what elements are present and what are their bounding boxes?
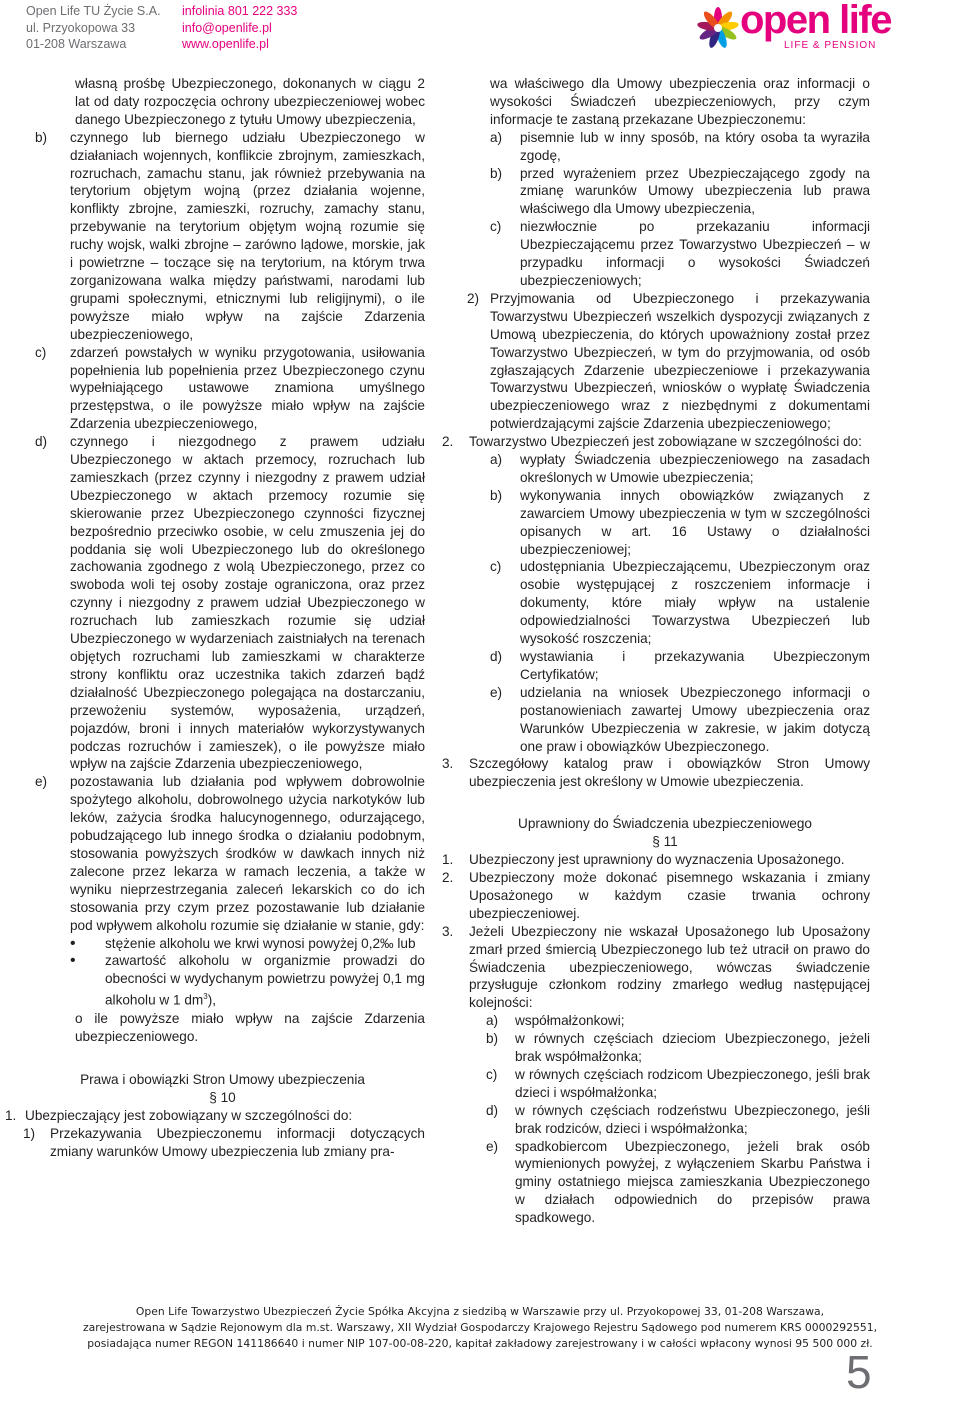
list-item bbox=[5, 129, 425, 344]
item-label: e) bbox=[486, 1138, 499, 1154]
section-number: § 10 bbox=[209, 1090, 236, 1106]
item-text bbox=[105, 952, 425, 1009]
list-item bbox=[440, 1066, 870, 1102]
list-item bbox=[440, 648, 870, 684]
item-text: wykonywania innych obowiązków związanych z zawarciem Umowy ubezpieczenia w tym w szczególności opisanych w art. 16 Ustawy o działalności ubezpieczeniowej; bbox=[520, 487, 870, 557]
numbered-item bbox=[5, 1107, 425, 1125]
list-item bbox=[440, 1012, 870, 1030]
bullet-icon: • bbox=[70, 952, 76, 970]
paragraph: własną prośbę Ubezpieczonego, dokonanych w ciągu 2 lat od daty rozpoczęcia ochrony ubezpieczeniowej wobec danego Ubezpieczonego z tytułu Umowy ubezpieczenia, bbox=[75, 76, 425, 127]
item-label: 3. bbox=[442, 756, 454, 772]
company-street: ul. Przyokopowa 33 bbox=[26, 20, 136, 35]
item-label: c) bbox=[35, 344, 47, 360]
list-item bbox=[440, 684, 870, 756]
item-label: e) bbox=[490, 684, 503, 700]
item-text: czynnego i niezgodnego z prawem udziału Ubezpieczonego w aktach przemocy, rozruchach lub zamieszkach (przez czynny i niezgodny z prawem udział Ubezpieczonego w aktach przemocy rozumie się skierowanie przez Ubezpieczonego czynności fizycznej bezpośrednio przeciwko osobie, w celu zmuszenia jej do poddania się woli Ubezpieczonego lub do określonego zachowania zgodnego z wolą Ubezpieczonego, przez co swoboda woli tej osoby zostaje ograniczona, oraz przez czynny i niezgodny z prawem udział Ubezpieczonego w rozruchach lub zamieszkach rozumie się udział Ubezpieczonego w wydarzeniach zaistniałych na terenach objętych rozruchami lub zamieszkami w charakterze strony konfliktu oraz uczestnika takich zdarzeń bądź działalność Ubezpieczonego polegająca na dostarczaniu, przewożeniu systemów, wyposażenia, urządzeń, pojazdów, broni i innych materiałów wykorzystywanych podczas rozruchów i zamieszek), o ile powyższe miało wpływ na zajście Zdarzenia ubezpieczeniowego, bbox=[70, 434, 425, 772]
list-item bbox=[440, 165, 870, 219]
list-item bbox=[5, 773, 425, 934]
item-label: d) bbox=[35, 434, 48, 450]
numbered-item bbox=[440, 851, 870, 869]
flower-icon bbox=[696, 4, 740, 48]
item-label: e) bbox=[35, 774, 48, 790]
numbered-item bbox=[440, 433, 870, 451]
list-item bbox=[5, 344, 425, 434]
item-label: 2. bbox=[442, 434, 454, 450]
company-contact bbox=[182, 3, 297, 53]
bullet-end: ), bbox=[207, 992, 216, 1008]
logo-wordmark: open life bbox=[740, 0, 891, 42]
list-item bbox=[440, 487, 870, 559]
numbered-item bbox=[5, 1125, 425, 1161]
item-text: przed wyrażeniem przez Ubezpieczającego zgody na zmianę warunków Umowy ubezpieczenia lub prawa właściwego dla Umowy ubezpieczenia, bbox=[520, 165, 870, 217]
left-column bbox=[5, 75, 425, 1161]
footer-line: zarejestrowana w Sądzie Rejonowym dla m.st. Warszawy, XII Wydział Gospodarczy Krajowego Rejestru Sądowego pod numerem KRS 0000292551, bbox=[82, 1321, 878, 1335]
item-text: Towarzystwo Ubezpieczeń jest zobowiązane w szczególności do: bbox=[469, 434, 862, 450]
item-label: b) bbox=[35, 129, 48, 145]
item-label: 1. bbox=[442, 852, 454, 868]
footer-line: posiadająca numer REGON 141186640 i numer NIP 107-00-08-220, kapitał zakładowy zarejestrowany i w całości wpłacony wynosi 95 500 000 zł. bbox=[87, 1337, 873, 1351]
item-label: a) bbox=[490, 129, 503, 145]
company-name: Open Life TU Życie S.A. bbox=[26, 4, 161, 18]
item-text: pozostawania lub działania pod wpływem dobrowolnie spożytego alkoholu, dobrowolnego użycia narkotyków lub leków, zażycia środka halucynogennego, odurzającego, pobudzającego lub innego środka o działaniu podobnym, stosowania powyższych środków w dawkach innych niż zalecone przez lekarza w ramach leczenia, a także w wyniku nieprzestrzegania zaleceń lekarskich co do ich stosowania przy czym przez pozostawanie lub działanie pod wpływem alkoholu rozumie się działanie w stanie, gdy: bbox=[70, 774, 425, 933]
item-text: udzielania na wniosek Ubezpieczonego informacji o postanowieniach zawartej Umowy ubezpieczenia oraz Warunków Ubezpieczenia w zakresie, w jakim dotyczą one praw i obowiązków Ubezpieczonego. bbox=[520, 684, 870, 754]
item-label: a) bbox=[490, 452, 503, 468]
list-item bbox=[440, 129, 870, 165]
item-text: stężenie alkoholu we krwi wynosi powyżej 0,2‰ lub bbox=[105, 935, 416, 951]
item-text: czynnego lub biernego udziału Ubezpieczonego w działaniach wojennych, konflikcie zbrojnym, zamieszkach, rozruchach, zamachu stanu, jak również przebywania na terytorium objętym wojną (przez działania wojenne, konflikty zbrojne, zamieszki, rozruchy, zamachy stanu, przebywanie na terytorium objętym wojną rozumie się ruchy wojsk, walki zbrojne – zarówno lądowe, morskie, jak i powietrzne – toczące się na terytorium, na którym trwa zorganizowana walka między państwami, narodami lub grupami społecznymi, etnicznymi lub religijnymi), o ile powyższe miało wpływ na zajście Zdarzenia ubezpieczeniowego, bbox=[70, 129, 425, 342]
list-item bbox=[5, 433, 425, 773]
item-label: d) bbox=[490, 649, 503, 664]
closing-paragraph: o ile powyższe miało wpływ na zajście Zdarzenia ubezpieczeniowego. bbox=[75, 1010, 425, 1044]
item-text: pisemnie lub w inny sposób, na który osoba ta wyraziła zgodę, bbox=[520, 129, 870, 163]
item-label: b) bbox=[490, 487, 503, 503]
section-number: § 11 bbox=[652, 834, 678, 850]
logo-subtitle: LIFE & PENSION bbox=[784, 40, 877, 51]
footer-line: Open Life Towarzystwo Ubezpieczeń Życie Spółka Akcyjna z siedzibą w Warszawie przy ul. Przyokopowej 33, 01-208 Warszawa, bbox=[135, 1305, 825, 1318]
page-number: 5 bbox=[846, 1346, 872, 1398]
item-text: zdarzeń powstałych w wyniku przygotowania, usiłowania popełnienia lub popełnienia przez Ubezpieczonego czynu wypełniającego ustawowe znamiona umyślnego przestępstwa, o ile powyższe miało wpływ na zajście Zdarzenia ubezpieczeniowego, bbox=[70, 344, 425, 432]
list-item bbox=[440, 558, 870, 648]
item-label: c) bbox=[490, 219, 502, 235]
item-text: Ubezpieczony może dokonać pisemnego wskazania i zmiany Uposażonego w każdym czasie trwania ochrony ubezpieczeniowej. bbox=[469, 869, 870, 921]
legal-footer bbox=[0, 1304, 960, 1353]
bullet-item bbox=[5, 935, 425, 953]
item-label: c) bbox=[486, 1066, 498, 1082]
hotline: infolinia 801 222 333 bbox=[182, 4, 298, 18]
numbered-item bbox=[440, 869, 870, 923]
bullet-item bbox=[5, 952, 425, 1009]
section-title: Prawa i obowiązki Stron Umowy ubezpieczenia bbox=[80, 1072, 365, 1088]
item-label: 1. bbox=[5, 1108, 17, 1124]
list-item bbox=[440, 1138, 870, 1228]
item-text: współmałżonkowi; bbox=[515, 1013, 625, 1029]
website-link[interactable]: www.openlife.pl bbox=[182, 37, 269, 51]
item-label: c) bbox=[490, 559, 502, 575]
item-label: b) bbox=[486, 1031, 499, 1047]
bullet-icon: • bbox=[70, 934, 76, 952]
item-text: wystawiania i przekazywania Ubezpieczonym Certyfikatów; bbox=[520, 649, 870, 682]
email-link[interactable]: info@openlife.pl bbox=[182, 20, 272, 35]
numbered-item bbox=[440, 290, 870, 433]
list-item bbox=[440, 1030, 870, 1066]
item-text: Przyjmowania od Ubezpieczonego i przekazywania Towarzystwu Ubezpieczeń wszelkich dyspozycji związanych z Umową ubezpieczenia, do których upoważniony został przez Towarzystwo Ubezpieczeń, w tym do przyjmowania, od osób zgłaszających Zdarzenie ubezpieczeniowe i przekazywania Towarzystwu Ubezpieczeń, wniosków o wypłatę Świadczenia ubezpieczeniowego wraz z niezbędnymi z dokumentami potwierdzającymi zajście Zdarzenia ubezpieczeniowego; bbox=[490, 290, 870, 432]
item-text: niezwłocznie po przekazaniu informacji Ubezpieczającemu przez Towarzystwo Ubezpieczeń – w przypadku informacji o wysokości Świadczeń ubezpieczeniowych; bbox=[520, 219, 870, 288]
item-label: 3. bbox=[442, 923, 454, 939]
bullet-text: zawartość alkoholu w organizmie prowadzi do obecności w wydychanym powietrzu powyżej 0,1 mg alkoholu w 1 dm bbox=[105, 953, 425, 1008]
item-text: w równych częściach dzieciom Ubezpieczonego, jeżeli brak współmałżonka; bbox=[515, 1031, 870, 1065]
item-text: w równych częściach rodzeństwu Ubezpieczonego, jeśli brak rodziców, dzieci i współmałżonka; bbox=[515, 1102, 870, 1136]
item-label: 2) bbox=[467, 290, 480, 306]
item-label: d) bbox=[486, 1102, 499, 1118]
item-text: Ubezpieczający jest zobowiązany w szczególności do: bbox=[25, 1108, 353, 1124]
item-text: udostępniania Ubezpieczającemu, Ubezpieczonym oraz osobie występującej z roszczeniem informacje i dokumenty, które miały wpływ na ustalenie odpowiedzialności Towarzystwa Ubezpieczeń lub wysokość roszczenia; bbox=[520, 559, 870, 647]
item-text: w równych częściach rodzicom Ubezpieczonego, jeśli brak dzieci i współmałżonka; bbox=[515, 1066, 870, 1100]
item-text: spadkobiercom Ubezpieczonego, jeżeli brak osób wymienionych powyżej, z wyłączeniem Skarbu Państwa i gminy ostatniego miejsca zamieszkania Ubezpieczonego w działach odpowiednich do przepisów prawa spadkowego. bbox=[515, 1138, 870, 1226]
numbered-item bbox=[440, 923, 870, 1013]
item-text: Ubezpieczony jest uprawniony do wyznaczenia Uposażonego. bbox=[469, 852, 845, 868]
item-text: Przekazywania Ubezpieczonemu informacji dotyczących zmiany warunków Umowy ubezpieczenia lub zmiany pra- bbox=[50, 1126, 425, 1160]
superscript: 3 bbox=[203, 992, 208, 1002]
item-label: 1) bbox=[23, 1126, 36, 1142]
section-title: Uprawniony do Świadczenia ubezpieczeniowego bbox=[518, 816, 812, 832]
paragraph: wa właściwego dla Umowy ubezpieczenia oraz informacji o wysokości Świadczeń ubezpieczeniowych, przy czym informacje te zastaną przekazane Ubezpieczonemu: bbox=[490, 76, 870, 127]
company-city: 01-208 Warszawa bbox=[26, 37, 127, 51]
item-text: Szczegółowy katalog praw i obowiązków Stron Umowy ubezpieczenia jest określony w Umowie ubezpieczenia. bbox=[469, 756, 870, 790]
item-label: b) bbox=[490, 165, 503, 181]
company-address bbox=[26, 3, 161, 53]
list-item bbox=[440, 1102, 870, 1138]
numbered-item bbox=[440, 755, 870, 791]
list-item bbox=[440, 451, 870, 487]
item-label: 2. bbox=[442, 869, 454, 885]
list-item bbox=[440, 218, 870, 290]
item-label: a) bbox=[486, 1013, 499, 1029]
item-text: Jeżeli Ubezpieczony nie wskazał Uposażonego lub Uposażony zmarł przed śmiercią Ubezpieczonego lub też utracił on prawo do Świadczenia ubezpieczeniowego, wówczas świadczenie przysługuje członkom rodziny zmarłego według następującej kolejności: bbox=[469, 923, 870, 1011]
item-text: wypłaty Świadczenia ubezpieczeniowego na zasadach określonych w Umowie ubezpieczenia; bbox=[520, 452, 870, 485]
open-life-logo bbox=[696, 0, 891, 56]
right-column bbox=[440, 75, 870, 1227]
